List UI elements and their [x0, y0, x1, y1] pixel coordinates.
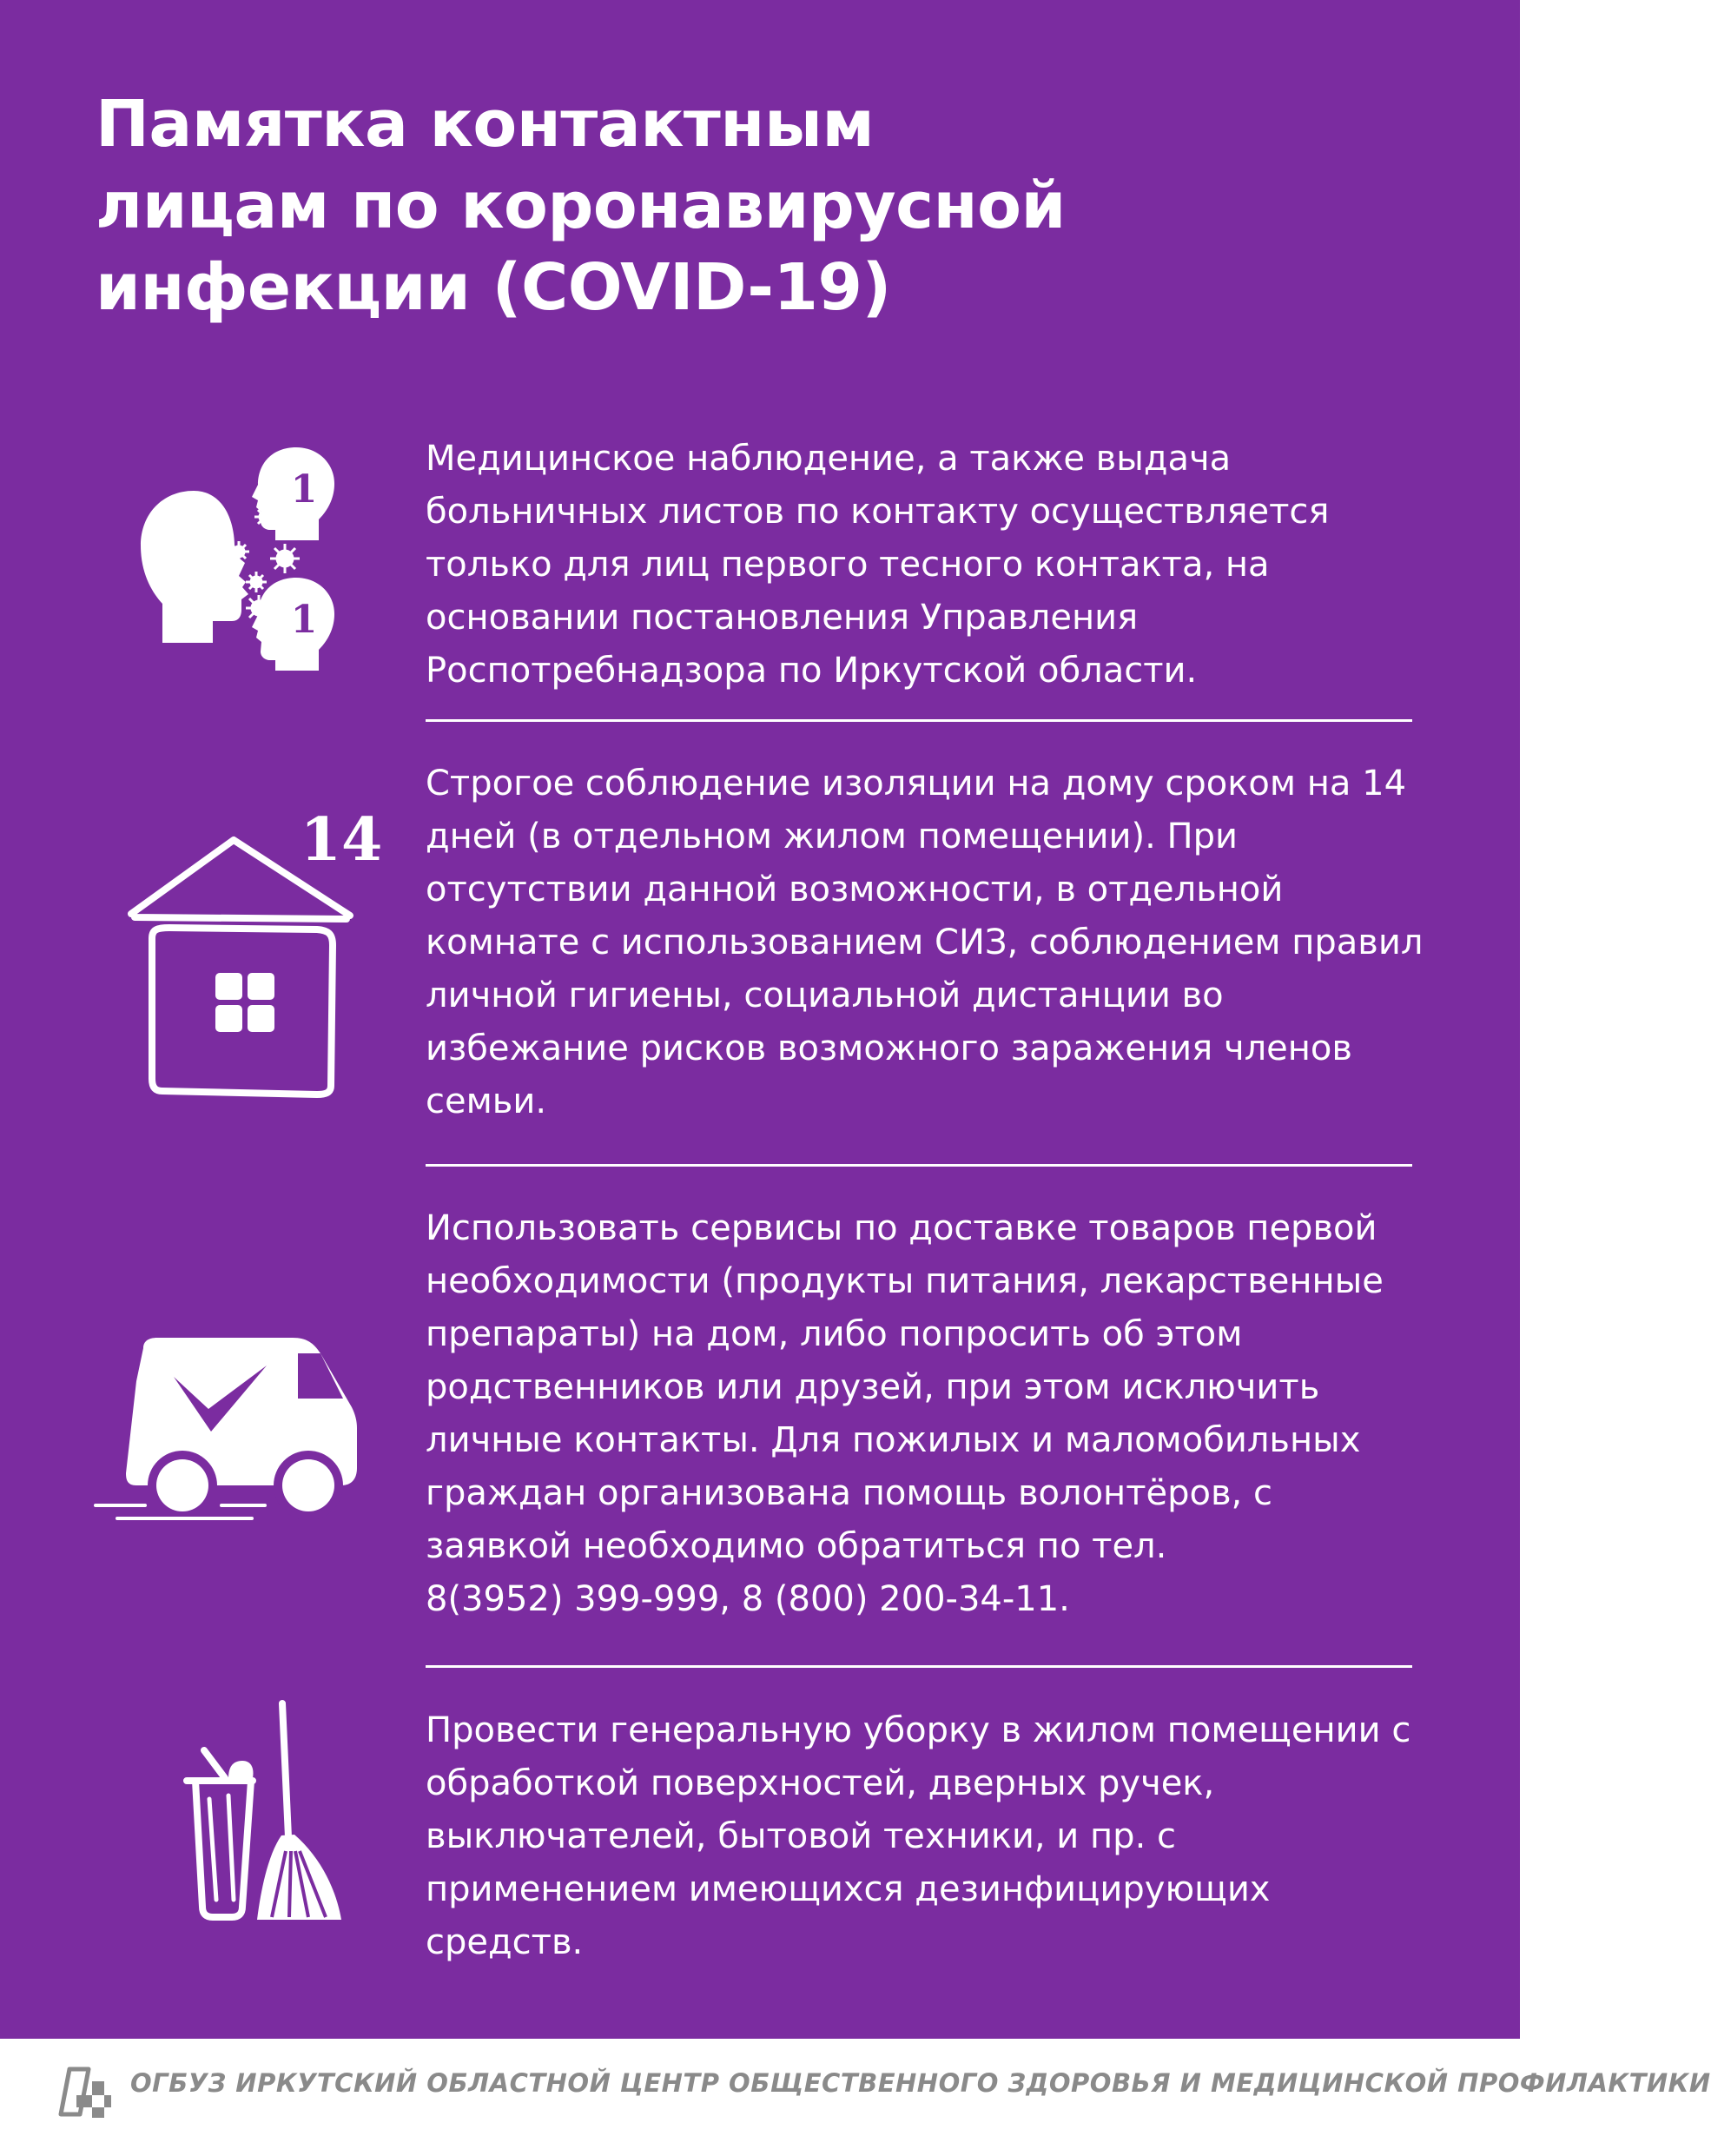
- item-1-text: Медицинское наблюдение, а также выдача больничных листов по контакту осуществляется только для лиц первого тесного контакта, на основании постановления Управления Роспотребнадзора по Иркутской области.: [426, 439, 1330, 691]
- house-icon: [126, 799, 386, 1099]
- title-line-2: лицам по коронавирусной: [96, 169, 1066, 243]
- item-4-text: Провести генеральную уборку в жилом помещении с обработкой поверхностей, дверных ручек, выключателей, бытовой техники, и пр. с применением имеющихся дезинфицирующих средств.: [426, 1710, 1411, 1962]
- divider-1: [426, 719, 1412, 722]
- item-3-phones[interactable]: 8(3952) 399-999, 8 (800) 200-34-11.: [426, 1579, 1070, 1619]
- title-line-3: инфекции (COVID-19): [96, 250, 891, 325]
- delivery-van-icon: [91, 1329, 391, 1529]
- contact-heads-icon: [126, 443, 378, 673]
- item-2-text: Строгое соблюдение изоляции на дому сроком на 14 дней (в отдельном жилом помещении). При отсутствии данной возможности, в отдельной комнате с использованием СИЗ, соблюдением правил личной гигиены, социальной дистанции во избежание рисков возможного заражения членов семьи.: [426, 764, 1424, 1121]
- isolation-days-badge: 14: [300, 805, 383, 875]
- contact-head-bottom: [252, 578, 334, 671]
- organization-logo-icon: [54, 2060, 115, 2121]
- title-line-1: Памятка контактным: [96, 87, 875, 162]
- item-3-text: [426, 1202, 1424, 1626]
- contact-badge-top: 1: [290, 467, 318, 512]
- bucket-mop-icon: [178, 1698, 352, 1928]
- divider-3: [426, 1665, 1412, 1668]
- divider-2: [426, 1164, 1412, 1167]
- contact-badge-bottom: 1: [290, 598, 318, 642]
- footer-organization-name: ОГБУЗ ИРКУТСКИЙ ОБЛАСТНОЙ ЦЕНТР ОБЩЕСТВЕННОГО ЗДОРОВЬЯ И МЕДИЦИНСКОЙ ПРОФИЛАКТИКИ: [130, 2068, 1711, 2098]
- page-title: [96, 83, 1311, 328]
- item-3-main-text: Использовать сервисы по доставке товаров первой необходимости (продукты питания, лекарственные препараты) на дом, либо попросить об этом родственников или друзей, при этом исключить личные контакты. Для пожилых и маломобильных граждан организована помощь волонтёров, с заявкой необходимо обратиться по тел.: [426, 1208, 1384, 1566]
